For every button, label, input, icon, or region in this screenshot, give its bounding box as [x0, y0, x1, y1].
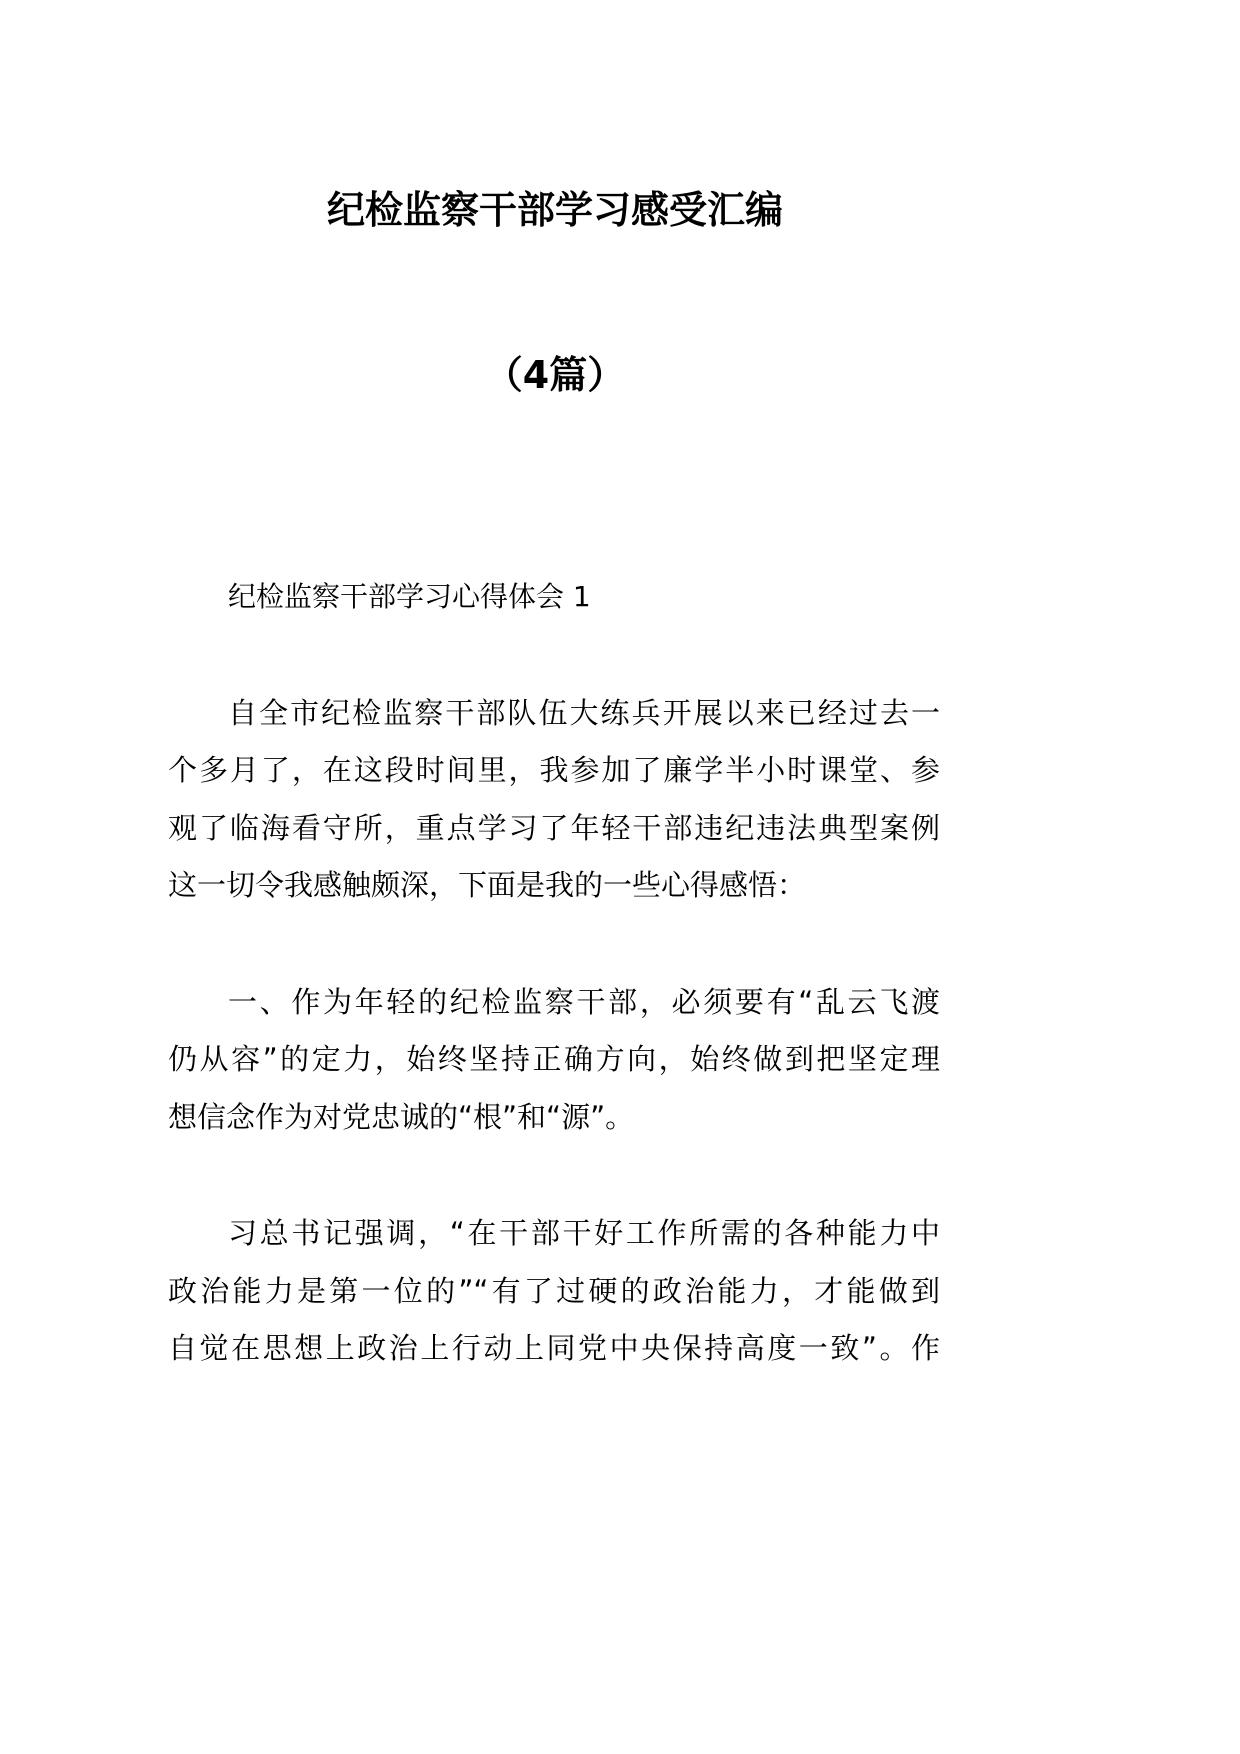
- section-heading: 纪检监察干部学习心得体会 1: [228, 580, 591, 613]
- paragraph-line: 自觉在思想上政治上行动上同党中央保持高度一致”。作: [168, 1331, 940, 1365]
- document-subtitle: （4篇）: [484, 353, 626, 397]
- paragraph-line: 这一切令我感触颇深，下面是我的一些心得感悟：: [168, 868, 807, 902]
- document-title: 纪检监察干部学习感受汇编: [326, 188, 783, 232]
- paragraph-line: 想信念作为对党忠诚的“根”和“源”。: [168, 1100, 635, 1134]
- paragraph-line: 政治能力是第一位的”“有了过硬的政治能力，才能做到: [168, 1274, 940, 1308]
- paragraph-line: 观了临海看守所，重点学习了年轻干部违纪违法典型案例: [168, 811, 940, 845]
- paragraph-line: 一、作为年轻的纪检监察干部，必须要有“乱云飞渡: [228, 985, 940, 1019]
- paragraph-line: 自全市纪检监察干部队伍大练兵开展以来已经过去一: [228, 696, 940, 730]
- paragraph-line: 仍从容”的定力，始终坚持正确方向，始终做到把坚定理: [168, 1042, 940, 1076]
- paragraph-line: 个多月了，在这段时间里，我参加了廉学半小时课堂、参: [168, 753, 940, 787]
- paragraph-line: 习总书记强调，“在干部干好工作所需的各种能力中: [228, 1216, 940, 1250]
